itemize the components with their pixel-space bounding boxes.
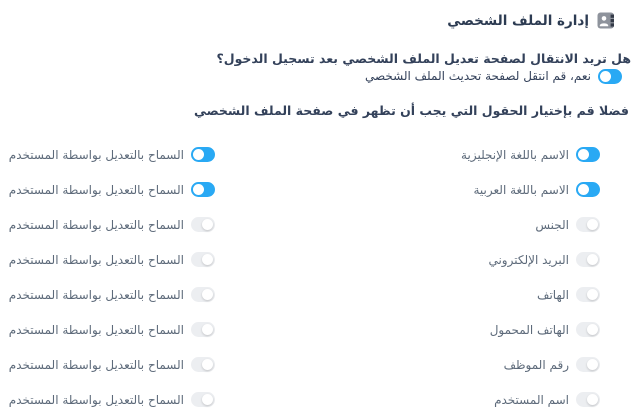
field-visibility-toggle[interactable] [576, 322, 600, 337]
login-redirect-question: هل تريد الانتقال لصفحة تعديل الملف الشخصي بعد تسجيل الدخول؟ [216, 51, 631, 66]
toggle-knob [193, 149, 204, 160]
field-visibility-cell [504, 347, 600, 382]
login-redirect-toggle-label: نعم، قم انتقل لصفحة تحديث الملف الشخصي [364, 69, 591, 83]
field-visibility-toggle[interactable] [576, 357, 600, 372]
fields-grid [0, 137, 635, 417]
allow-edit-label: السماح بالتعديل بواسطة المستخدم [8, 147, 184, 162]
allow-edit-toggle[interactable] [191, 147, 215, 162]
toggle-knob [587, 324, 598, 335]
field-row [0, 207, 635, 242]
toggle-knob [578, 184, 589, 195]
field-visibility-toggle[interactable] [576, 252, 600, 267]
field-visibility-cell [461, 137, 600, 172]
field-label: اسم المستخدم [494, 392, 569, 407]
allow-edit-toggle[interactable] [191, 322, 215, 337]
field-visibility-cell [535, 207, 600, 242]
allow-edit-label: السماح بالتعديل بواسطة المستخدم [8, 322, 184, 337]
field-visibility-cell [490, 312, 600, 347]
toggle-knob [202, 254, 213, 265]
field-label: الهاتف [537, 287, 569, 302]
field-label: البريد الإلكتروني [488, 252, 569, 267]
field-visibility-toggle[interactable] [576, 392, 600, 407]
allow-edit-label: السماح بالتعديل بواسطة المستخدم [8, 357, 184, 372]
toggle-knob [587, 219, 598, 230]
allow-edit-toggle[interactable] [191, 252, 215, 267]
fields-instruction: فضلا قم بإختيار الحقول التي يجب أن تظهر في صفحة الملف الشخصي [193, 103, 629, 118]
allow-edit-label: السماح بالتعديل بواسطة المستخدم [8, 217, 184, 232]
toggle-knob [600, 71, 611, 82]
allow-edit-label: السماح بالتعديل بواسطة المستخدم [8, 252, 184, 267]
field-row [0, 277, 635, 312]
login-redirect-toggle[interactable] [598, 69, 622, 84]
toggle-knob [202, 324, 213, 335]
field-label: الجنس [535, 217, 569, 232]
field-visibility-cell [488, 242, 600, 277]
toggle-knob [202, 394, 213, 405]
allow-edit-cell [9, 347, 215, 382]
field-visibility-toggle[interactable] [576, 182, 600, 197]
toggle-knob [578, 149, 589, 160]
toggle-knob [202, 359, 213, 370]
field-label: الاسم باللغة الإنجليزية [461, 147, 569, 162]
allow-edit-cell [9, 172, 215, 207]
field-visibility-cell [494, 382, 600, 417]
login-redirect-row [365, 66, 622, 86]
allow-edit-toggle[interactable] [191, 392, 215, 407]
allow-edit-cell [9, 312, 215, 347]
allow-edit-cell [9, 242, 215, 277]
allow-edit-label: السماح بالتعديل بواسطة المستخدم [8, 182, 184, 197]
profile-card-icon [597, 11, 616, 30]
field-row [0, 347, 635, 382]
field-visibility-toggle[interactable] [576, 217, 600, 232]
toggle-knob [202, 219, 213, 230]
field-label: رقم الموظف [503, 357, 569, 372]
allow-edit-label: السماح بالتعديل بواسطة المستخدم [8, 392, 184, 407]
field-visibility-cell [537, 277, 600, 312]
allow-edit-toggle[interactable] [191, 357, 215, 372]
allow-edit-cell [9, 207, 215, 242]
field-visibility-cell [474, 172, 601, 207]
field-visibility-toggle[interactable] [576, 287, 600, 302]
allow-edit-cell [9, 382, 215, 417]
field-row [0, 312, 635, 347]
field-label: الهاتف المحمول [489, 322, 569, 337]
allow-edit-cell [9, 137, 215, 172]
toggle-knob [587, 289, 598, 300]
page-title: إدارة الملف الشخصي [447, 12, 589, 29]
allow-edit-toggle[interactable] [191, 287, 215, 302]
field-label: الاسم باللغة العربية [473, 182, 569, 197]
allow-edit-cell [9, 277, 215, 312]
field-row [0, 172, 635, 207]
toggle-knob [193, 184, 204, 195]
section-header [447, 11, 616, 30]
toggle-knob [587, 254, 598, 265]
field-row [0, 137, 635, 172]
allow-edit-toggle[interactable] [191, 217, 215, 232]
toggle-knob [587, 394, 598, 405]
field-row [0, 242, 635, 277]
toggle-knob [587, 359, 598, 370]
allow-edit-toggle[interactable] [191, 182, 215, 197]
field-row [0, 382, 635, 417]
toggle-knob [202, 289, 213, 300]
allow-edit-label: السماح بالتعديل بواسطة المستخدم [8, 287, 184, 302]
field-visibility-toggle[interactable] [576, 147, 600, 162]
